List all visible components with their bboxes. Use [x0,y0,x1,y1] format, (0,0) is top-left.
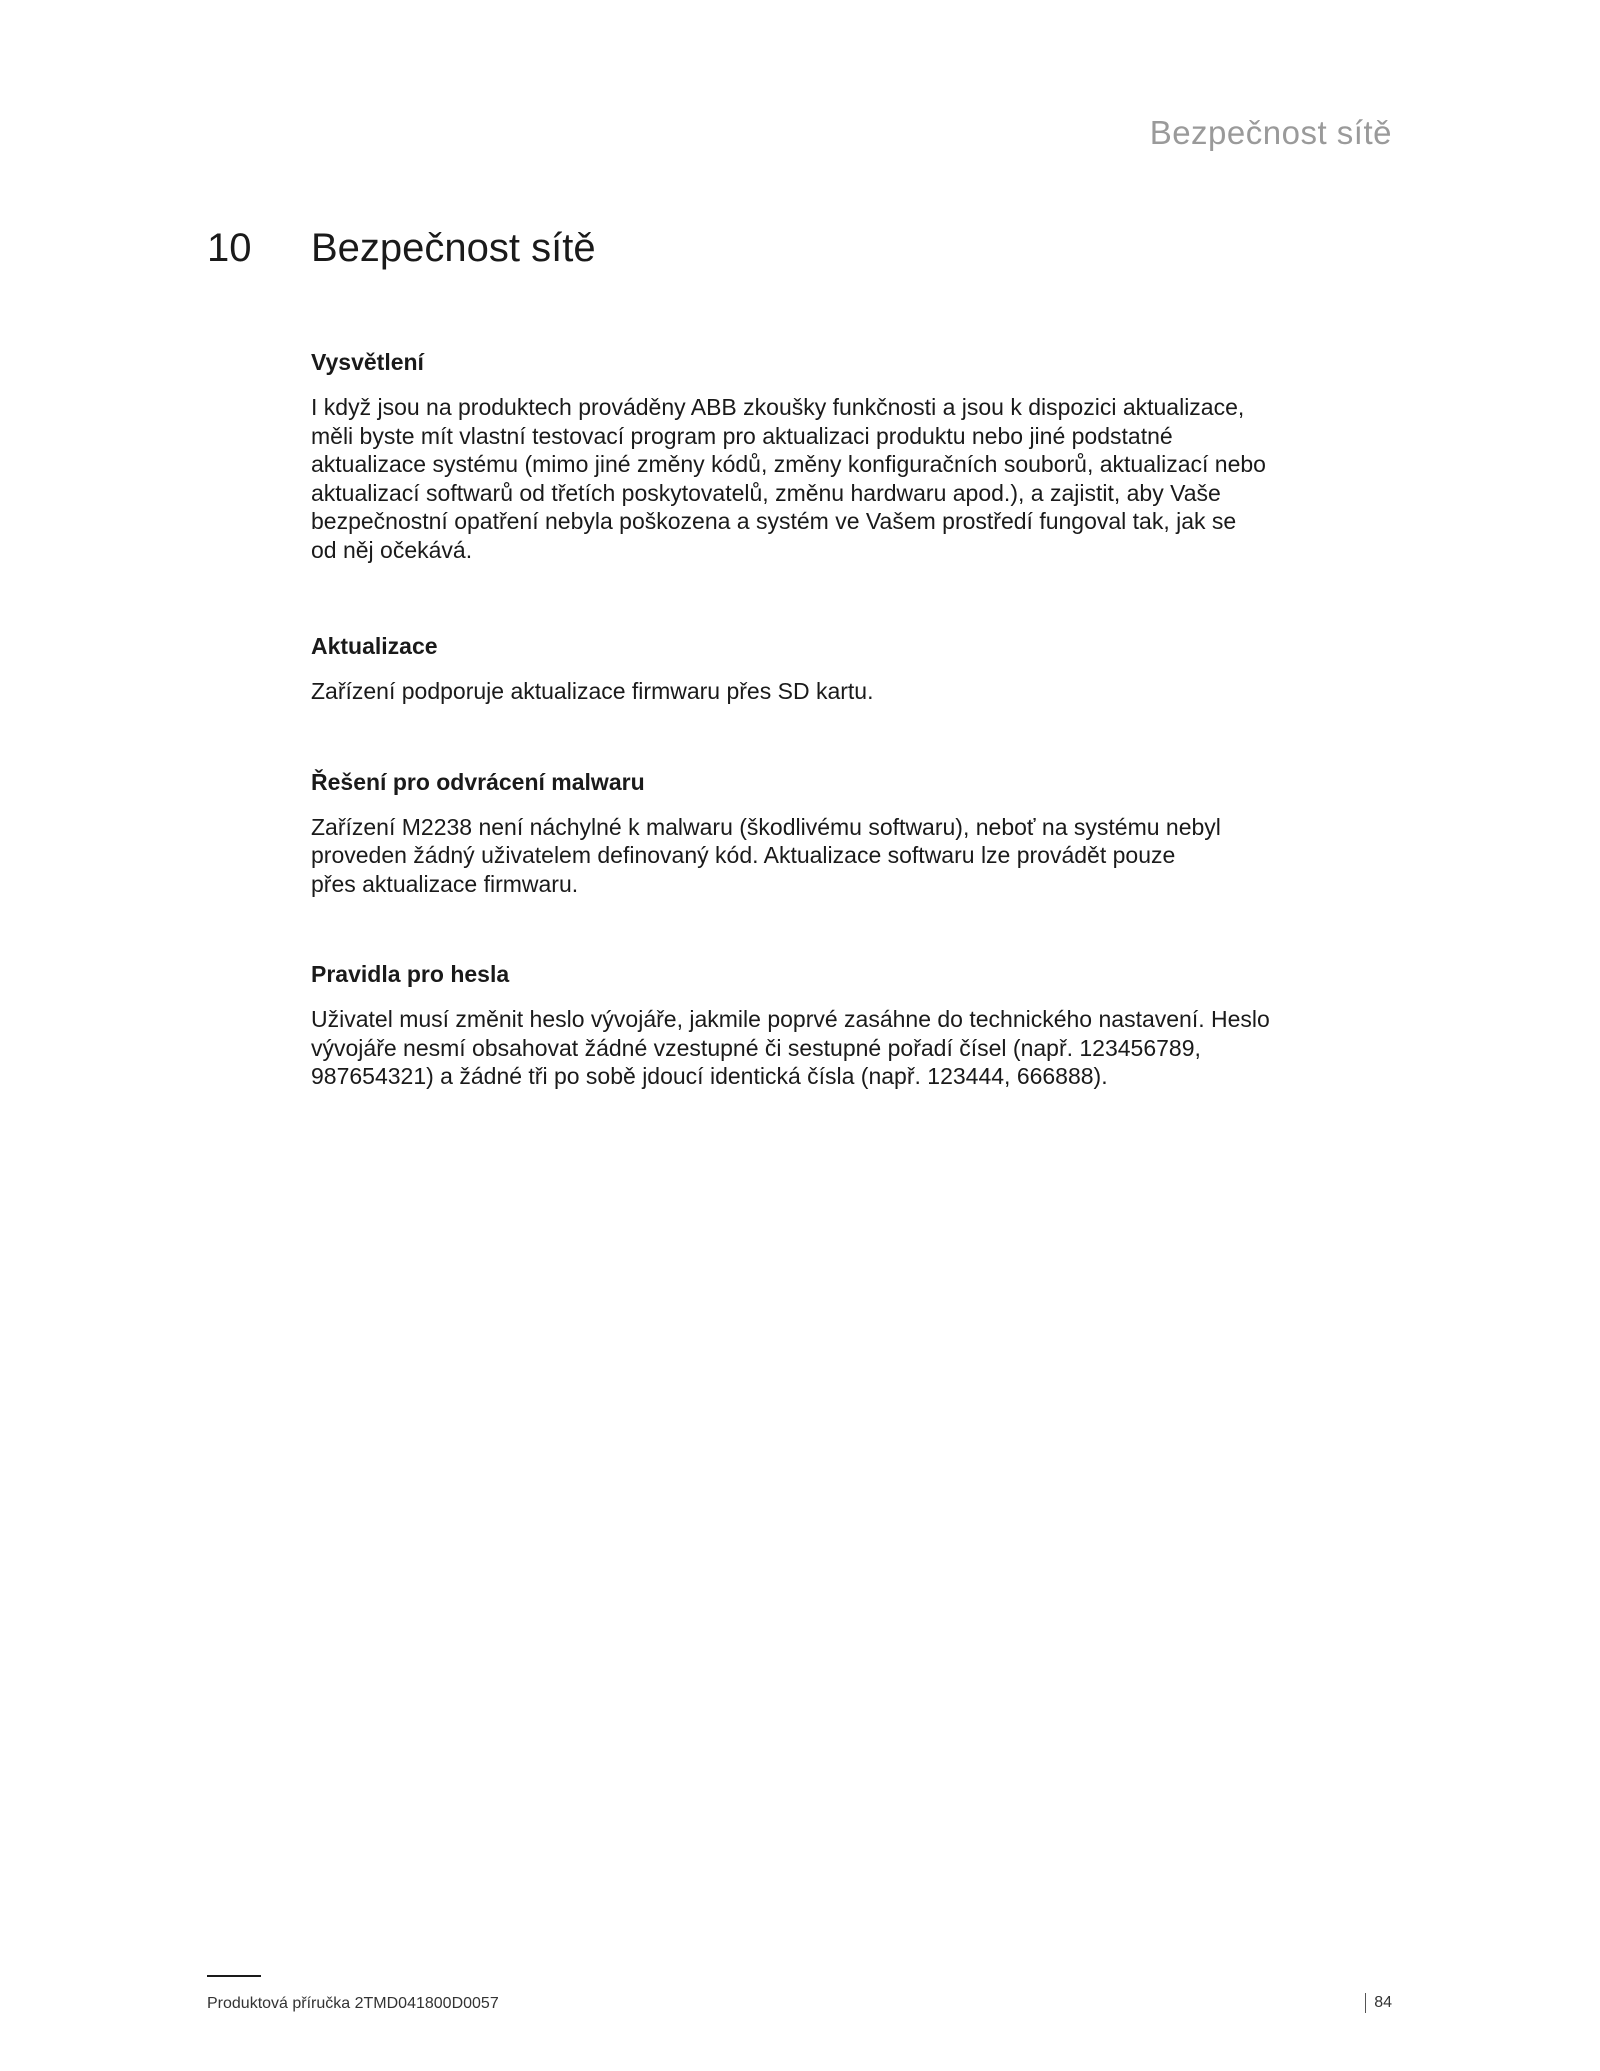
footer-page-number: 84 [1365,1993,1392,2013]
body-line: proveden žádný uživatelem definovaný kód. Aktualizace softwaru lze provádět pouze [311,842,1176,868]
body-line: I když jsou na produktech prováděny ABB zkoušky funkčnosti a jsou k dispozici aktualizace, [311,394,1245,420]
body-line: 987654321) a žádné tři po sobě jdoucí identická čísla (např. 123444, 666888). [311,1063,1108,1089]
section-malware [311,768,1361,899]
body-line: vývojáře nesmí obsahovat žádné vzestupné či sestupné pořadí čísel (např. 123456789, [311,1034,1201,1061]
footer-rule [207,1975,261,1977]
section-body [311,393,1361,564]
running-header: Bezpečnost sítě [1149,114,1392,151]
body-line: bezpečnostní opatření nebyla poškozena a systém ve Vašem prostředí fungoval tak, jak se [311,508,1237,534]
section-body [311,1005,1361,1091]
body-line: přes aktualizace firmwaru. [311,870,579,897]
body-line: aktualizace systému (mimo jiné změny kódů, změny konfiguračních souborů, aktualizací nebo [311,451,1266,477]
page-content [311,348,1361,1091]
section-explanation [311,348,1361,564]
chapter-number: 10 [207,226,252,270]
section-body [311,813,1361,899]
section-title: Aktualizace [311,633,438,659]
body-line: Zařízení podporuje aktualizace firmwaru přes SD kartu. [311,678,874,704]
section-title: Vysvětlení [311,349,424,375]
chapter-heading [207,226,596,271]
section-body [311,677,1361,706]
body-line: aktualizací softwarů od třetích poskytovatelů, změnu hardwaru apod.), a zajistit, aby Vaše [311,479,1221,506]
section-updates [311,632,1361,706]
section-title: Pravidla pro hesla [311,961,510,987]
body-line: Uživatel musí změnit heslo vývojáře, jakmile poprvé zasáhne do technického nastavení. Heslo [311,1006,1270,1032]
footer-document-name: Produktová příručka 2TMD041800D0057 [207,1995,499,2012]
body-line: Zařízení M2238 není náchylné k malwaru (škodlivému softwaru), neboť na systému nebyl [311,813,1221,840]
body-line: od něj očekává. [311,536,473,563]
section-title: Řešení pro odvrácení malwaru [311,768,645,795]
section-password-rules [311,960,1361,1091]
body-line: měli byste mít vlastní testovací program pro aktualizaci produktu nebo jiné podstatné [311,422,1173,449]
chapter-title: Bezpečnost sítě [311,226,596,270]
